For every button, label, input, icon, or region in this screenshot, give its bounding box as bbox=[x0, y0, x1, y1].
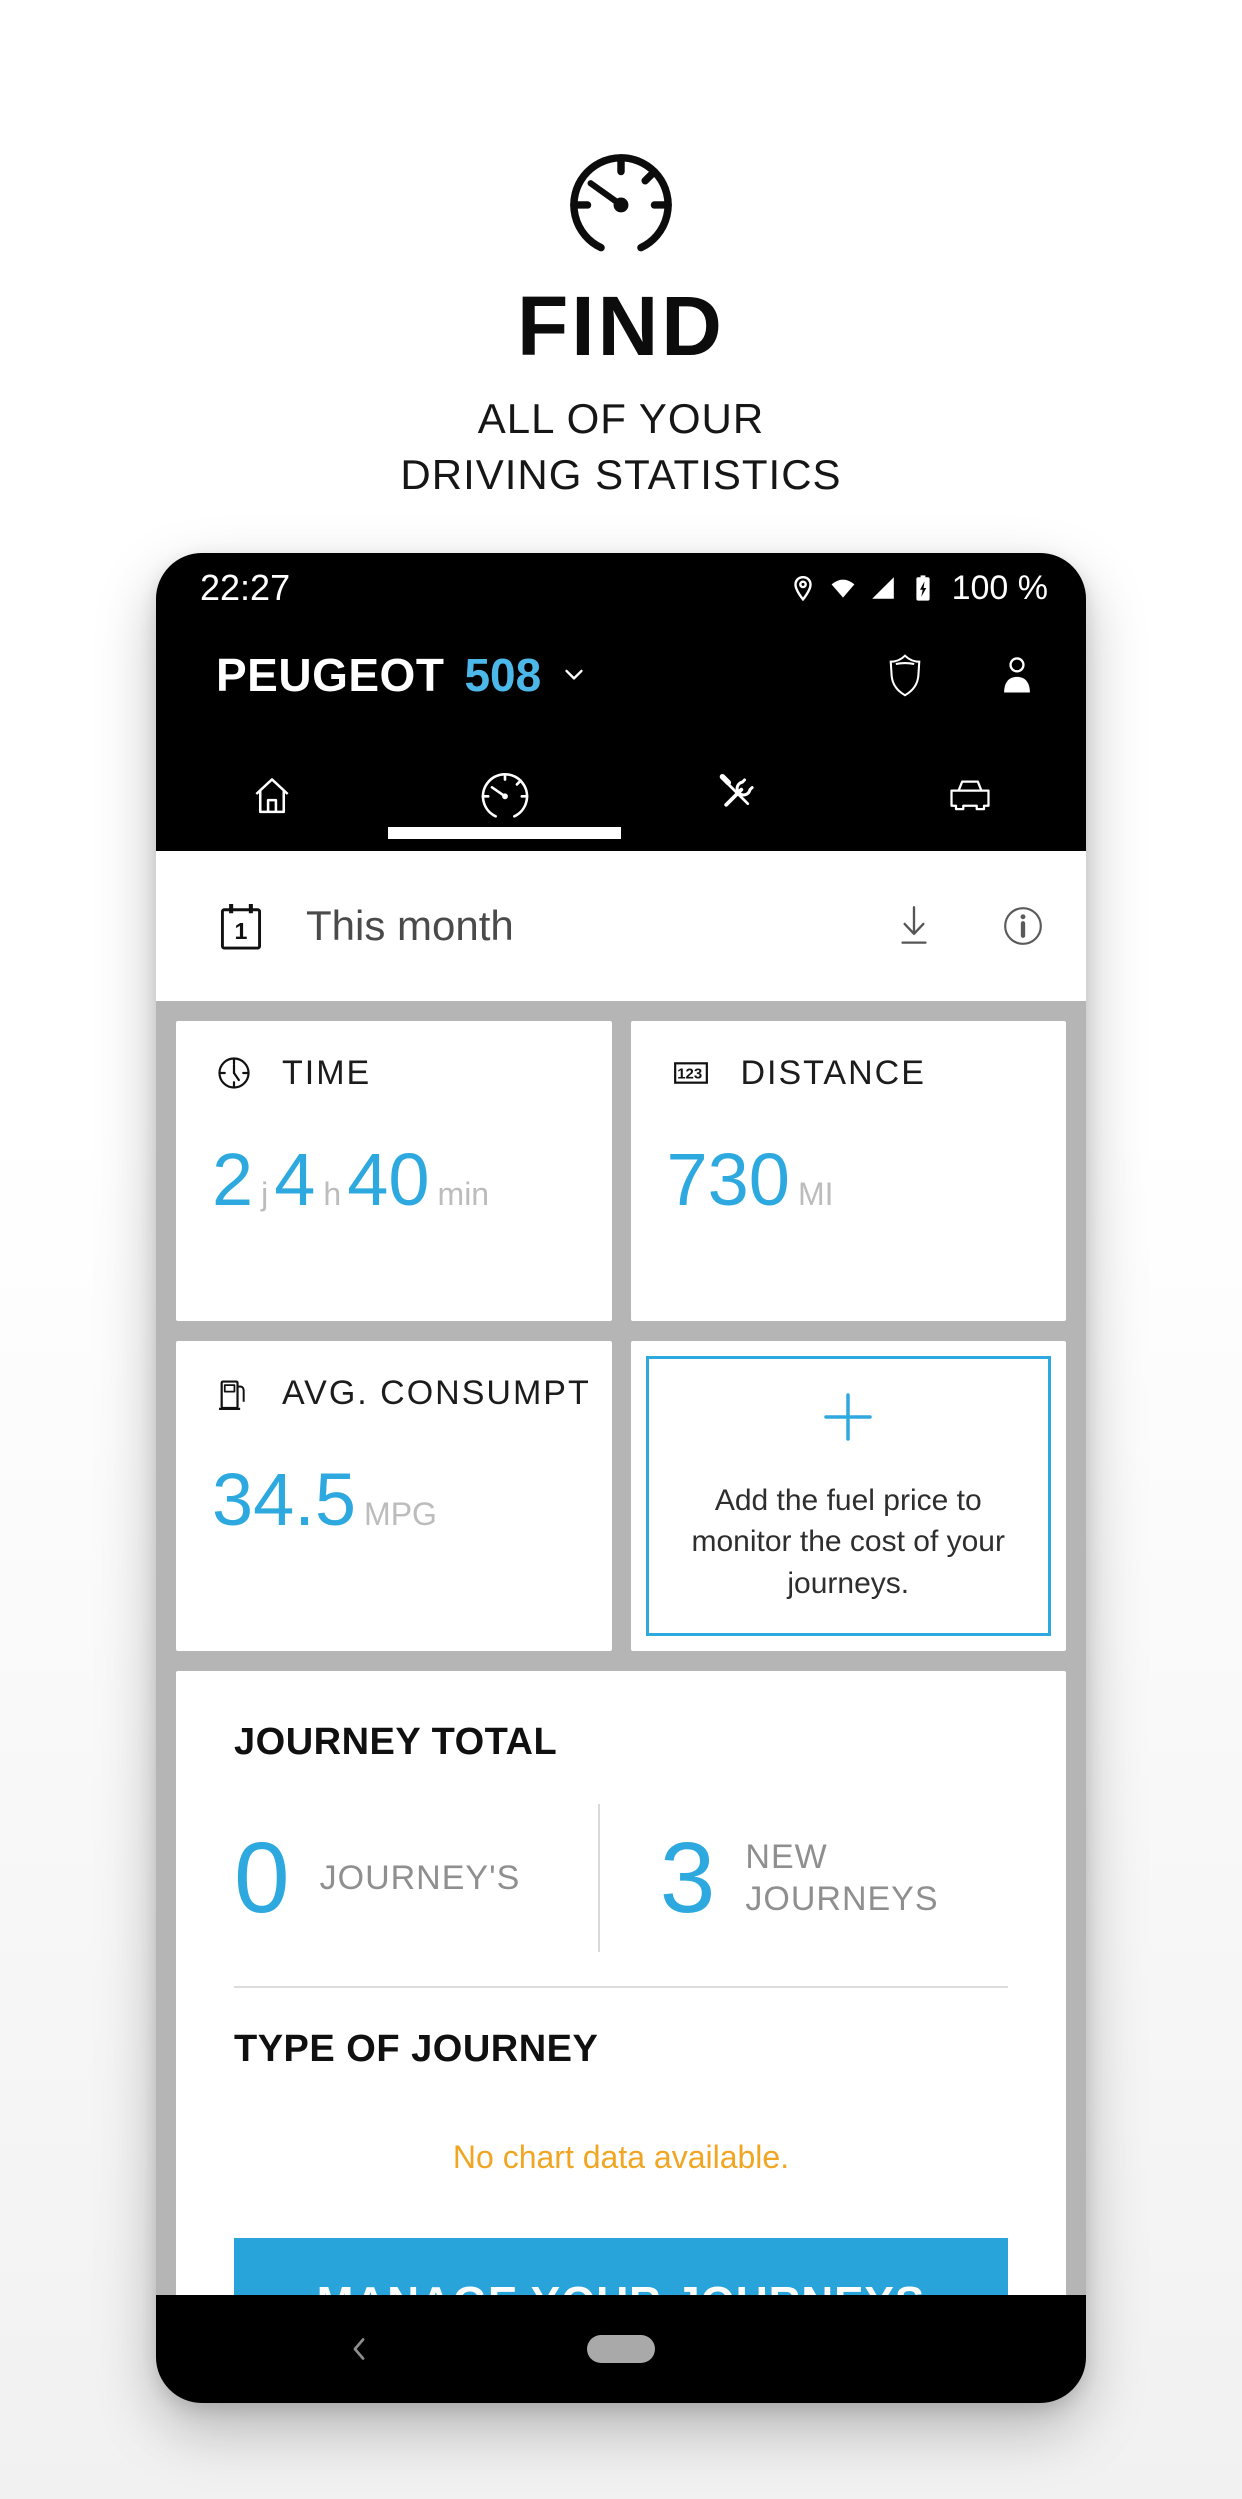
new-journeys-label bbox=[745, 1836, 938, 1921]
vehicle-selector[interactable] bbox=[216, 648, 591, 702]
period-label: This month bbox=[306, 902, 514, 949]
status-time: 22:27 bbox=[200, 567, 291, 608]
journey-totals bbox=[234, 1804, 1008, 1952]
speedometer-tab-icon bbox=[476, 765, 534, 823]
model-label: 508 bbox=[464, 649, 542, 701]
tab-maintenance[interactable] bbox=[621, 749, 854, 839]
time-minutes: 40 bbox=[347, 1138, 430, 1221]
info-icon[interactable] bbox=[996, 899, 1050, 953]
distance-number: 730 bbox=[666, 1138, 790, 1221]
hero-title: FIND bbox=[517, 279, 725, 373]
plus-icon bbox=[819, 1388, 877, 1446]
time-value bbox=[212, 1137, 612, 1222]
tab-home[interactable] bbox=[156, 749, 389, 839]
statistics-content bbox=[156, 1001, 1086, 2403]
time-days-unit: j bbox=[261, 1176, 269, 1212]
active-tab-indicator bbox=[388, 827, 621, 839]
tab-vehicle[interactable] bbox=[854, 749, 1087, 839]
journey-total-title: JOURNEY TOTAL bbox=[234, 1721, 558, 1763]
signal-icon bbox=[868, 573, 898, 603]
system-nav-bar bbox=[156, 2295, 1086, 2403]
total-journeys-label: JOURNEY'S bbox=[319, 1858, 521, 1897]
period-selector[interactable] bbox=[212, 897, 514, 955]
battery-icon bbox=[908, 573, 938, 603]
distance-unit: MI bbox=[797, 1176, 834, 1212]
app-header-area bbox=[156, 553, 1086, 851]
app-bar bbox=[216, 641, 1040, 709]
odometer-icon bbox=[667, 1051, 715, 1095]
time-label: TIME bbox=[282, 1053, 372, 1092]
car-icon bbox=[942, 766, 998, 822]
hero-subtitle-line1: ALL OF YOUR bbox=[477, 395, 765, 442]
new-journeys-block bbox=[600, 1822, 1008, 1934]
total-journeys-block bbox=[234, 1822, 598, 1934]
tab-bar bbox=[156, 749, 1086, 839]
calendar-day-number: 1 bbox=[234, 917, 248, 944]
no-chart-data-message: No chart data available. bbox=[452, 2139, 790, 2175]
type-of-journey-title: TYPE OF JOURNEY bbox=[234, 2028, 599, 2070]
hero-subtitle-line2: DRIVING STATISTICS bbox=[400, 451, 842, 498]
status-bar bbox=[200, 569, 1048, 607]
fuel-pump-icon bbox=[212, 1371, 256, 1415]
consumption-value bbox=[212, 1457, 612, 1542]
consumption-label: AVG. CONSUMPT bbox=[282, 1373, 591, 1412]
back-icon[interactable] bbox=[342, 2332, 376, 2366]
total-journeys-value: 0 bbox=[234, 1822, 290, 1934]
journey-summary-card bbox=[176, 1671, 1066, 2391]
time-days: 2 bbox=[212, 1138, 254, 1221]
distance-value bbox=[667, 1137, 1067, 1222]
time-hours: 4 bbox=[274, 1138, 316, 1221]
new-journeys-value: 3 bbox=[659, 1822, 716, 1934]
tools-icon bbox=[710, 767, 764, 821]
wifi-icon bbox=[828, 573, 858, 603]
chevron-down-icon bbox=[557, 658, 591, 692]
new-journeys-label-line2: JOURNEYS bbox=[745, 1880, 939, 1918]
add-fuel-price-message: Add the fuel price to monitor the cost of your journeys. bbox=[691, 1483, 1005, 1600]
home-icon bbox=[244, 766, 300, 822]
consumption-number: 34.5 bbox=[212, 1458, 357, 1541]
brand-label: PEUGEOT bbox=[216, 649, 445, 701]
shield-icon[interactable] bbox=[882, 652, 928, 698]
location-icon bbox=[788, 573, 818, 603]
profile-icon[interactable] bbox=[994, 652, 1040, 698]
phone-mockup bbox=[156, 553, 1086, 2403]
consumption-unit: MPG bbox=[364, 1496, 437, 1532]
consumption-card bbox=[176, 1341, 612, 1651]
time-hours-unit: h bbox=[323, 1176, 342, 1212]
period-filter-bar bbox=[156, 851, 1086, 1001]
time-card bbox=[176, 1021, 612, 1321]
home-pill[interactable] bbox=[587, 2335, 655, 2363]
distance-card bbox=[631, 1021, 1067, 1321]
calendar-icon bbox=[212, 897, 270, 955]
add-fuel-price-card[interactable] bbox=[631, 1341, 1067, 1651]
speedometer-icon bbox=[559, 138, 683, 262]
section-divider bbox=[234, 1986, 1008, 1988]
hero-section bbox=[0, 0, 1242, 503]
time-minutes-unit: min bbox=[437, 1176, 490, 1212]
clock-icon bbox=[212, 1051, 256, 1095]
distance-label: DISTANCE bbox=[740, 1053, 926, 1092]
odometer-digits: 123 bbox=[676, 1065, 702, 1083]
battery-percent: 100 % bbox=[951, 568, 1048, 607]
download-icon[interactable] bbox=[888, 900, 940, 952]
new-journeys-label-line1: NEW bbox=[745, 1837, 828, 1876]
tab-driving-statistics[interactable] bbox=[389, 749, 622, 839]
